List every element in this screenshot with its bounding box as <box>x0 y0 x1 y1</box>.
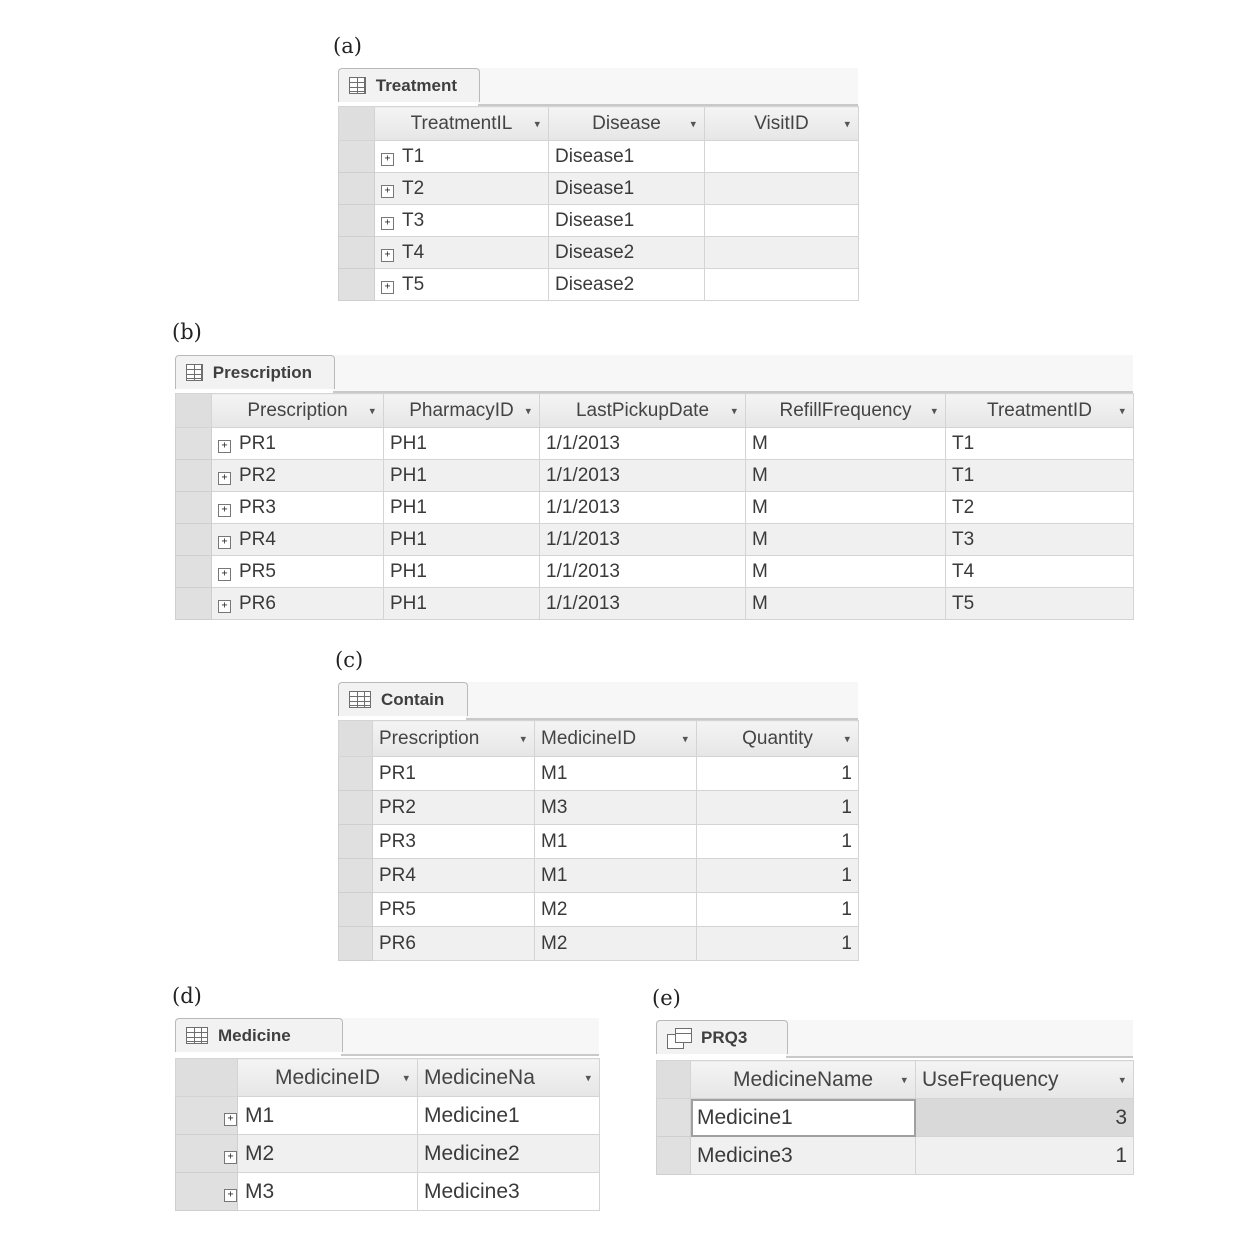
row-selector[interactable] <box>339 269 375 301</box>
column-header-treatmentid[interactable]: TreatmentIL ▾ <box>375 107 549 141</box>
cell-prescription[interactable]: + PR6 <box>212 588 384 620</box>
cell-prescription[interactable]: PR6 <box>373 927 535 961</box>
dropdown-arrow-icon[interactable]: ▾ <box>525 405 531 417</box>
expand-icon[interactable]: + <box>381 249 394 262</box>
cell-lastpickupdate[interactable]: 1/1/2013 <box>540 492 746 524</box>
column-header-medicineid[interactable]: MedicineID ▾ <box>535 721 697 757</box>
cell-treatmentid[interactable]: T2 <box>946 492 1134 524</box>
expand-icon[interactable]: + <box>218 440 231 453</box>
cell-medicineid[interactable]: M2 <box>535 927 697 961</box>
expand-icon[interactable]: + <box>218 568 231 581</box>
table-icon <box>349 691 371 708</box>
cell-quantity[interactable]: 1 <box>697 791 859 825</box>
treatment-datasheet <box>338 106 859 301</box>
prq3-datasheet <box>656 1060 1134 1175</box>
cell-prescription[interactable]: + PR2 <box>212 460 384 492</box>
row-selector[interactable] <box>339 141 375 173</box>
select-all-corner[interactable] <box>176 394 212 428</box>
cell-disease[interactable]: Disease2 <box>549 269 705 301</box>
select-all-corner[interactable] <box>176 1059 238 1097</box>
cell-medicinename[interactable]: Medicine1 <box>418 1097 600 1135</box>
column-header-pharmacyid[interactable]: PharmacyID ▾ <box>384 394 540 428</box>
column-header-medicinename[interactable]: MedicineName ▾ <box>691 1061 916 1099</box>
medicine-panel <box>175 1018 599 1210</box>
cell-prescription[interactable]: PR4 <box>373 859 535 893</box>
table-row[interactable] <box>339 791 859 825</box>
cell-medicineid[interactable]: M1 <box>535 825 697 859</box>
cell-treatmentid[interactable]: + T5 <box>375 269 549 301</box>
tab-prescription[interactable] <box>175 355 335 389</box>
cell-disease[interactable]: Disease1 <box>549 205 705 237</box>
cell-refillfrequency[interactable]: M <box>746 460 946 492</box>
table-row[interactable] <box>176 588 1134 620</box>
cell-refillfrequency[interactable]: M <box>746 492 946 524</box>
tab-strip <box>786 1020 1133 1058</box>
cell-prescription[interactable]: + PR1 <box>212 428 384 460</box>
cell-medicinename[interactable]: Medicine2 <box>418 1135 600 1173</box>
cell-prescription[interactable]: + PR3 <box>212 492 384 524</box>
contain-datasheet <box>338 720 859 961</box>
cell-pharmacyid[interactable]: PH1 <box>384 588 540 620</box>
cell-treatmentid[interactable]: T1 <box>946 460 1134 492</box>
cell-medicineid[interactable]: M3 <box>535 791 697 825</box>
tab-strip <box>341 1018 599 1056</box>
figure-label-b: (b) <box>172 320 202 344</box>
cell-lastpickupdate[interactable]: 1/1/2013 <box>540 460 746 492</box>
prq3-panel <box>656 1020 1133 1174</box>
cell-medicinename[interactable]: Medicine3 <box>418 1173 600 1211</box>
cell-quantity[interactable]: 1 <box>697 927 859 961</box>
row-selector[interactable] <box>339 927 373 961</box>
column-header-treatmentid[interactable]: TreatmentID ▾ <box>946 394 1134 428</box>
cell-pharmacyid[interactable]: PH1 <box>384 524 540 556</box>
table-icon <box>186 364 203 381</box>
table-row[interactable] <box>339 893 859 927</box>
column-header-lastpickupdate[interactable]: LastPickupDate ▾ <box>540 394 746 428</box>
select-all-corner[interactable] <box>339 107 375 141</box>
tab-contain[interactable] <box>338 682 468 716</box>
table-icon <box>186 1027 208 1044</box>
row-selector[interactable] <box>339 173 375 205</box>
expand-icon[interactable]: + <box>381 153 394 166</box>
column-header-usefrequency[interactable]: UseFrequency ▾ <box>916 1061 1134 1099</box>
row-selector[interactable] <box>657 1099 691 1137</box>
cell-prescription[interactable]: PR3 <box>373 825 535 859</box>
row-selector[interactable] <box>339 205 375 237</box>
medicine-datasheet <box>175 1058 600 1211</box>
cell-treatmentid[interactable]: T4 <box>946 556 1134 588</box>
tab-strip <box>466 682 858 720</box>
tab-label: Contain <box>381 689 445 709</box>
dropdown-arrow-icon[interactable]: ▾ <box>690 118 696 130</box>
row-selector[interactable] <box>339 825 373 859</box>
dropdown-arrow-icon[interactable]: ▾ <box>585 1072 591 1084</box>
select-all-corner[interactable] <box>339 721 373 757</box>
table-row[interactable] <box>176 1173 600 1211</box>
dropdown-arrow-icon[interactable]: ▾ <box>844 118 850 130</box>
cell-visitid[interactable] <box>705 141 859 173</box>
dropdown-arrow-icon[interactable]: ▾ <box>901 1074 907 1086</box>
cell-medicineid[interactable]: + M2 <box>238 1135 418 1173</box>
cell-treatmentid[interactable]: + T3 <box>375 205 549 237</box>
dropdown-arrow-icon[interactable]: ▾ <box>403 1072 409 1084</box>
cell-pharmacyid[interactable]: PH1 <box>384 492 540 524</box>
table-row[interactable] <box>339 205 859 237</box>
cell-treatmentid[interactable]: + T2 <box>375 173 549 205</box>
row-selector[interactable] <box>339 757 373 791</box>
cell-treatmentid[interactable]: T1 <box>946 428 1134 460</box>
dropdown-arrow-icon[interactable]: ▾ <box>931 405 937 417</box>
figure-label-a: (a) <box>333 34 362 58</box>
expand-icon[interactable]: + <box>218 504 231 517</box>
cell-medicineid[interactable]: M1 <box>535 757 697 791</box>
dropdown-arrow-icon[interactable]: ▾ <box>1119 405 1125 417</box>
cell-medicinename[interactable]: Medicine1 <box>691 1099 916 1137</box>
column-header-prescription[interactable]: Prescription ▾ <box>373 721 535 757</box>
table-row[interactable] <box>339 141 859 173</box>
table-row[interactable] <box>339 859 859 893</box>
dropdown-arrow-icon[interactable]: ▾ <box>369 405 375 417</box>
cell-treatmentid[interactable]: T3 <box>946 524 1134 556</box>
table-row[interactable] <box>339 269 859 301</box>
cell-refillfrequency[interactable]: M <box>746 556 946 588</box>
cell-quantity[interactable]: 1 <box>697 825 859 859</box>
column-header-quantity[interactable]: Quantity ▾ <box>697 721 859 757</box>
cell-pharmacyid[interactable]: PH1 <box>384 556 540 588</box>
table-row[interactable] <box>339 173 859 205</box>
cell-prescription[interactable]: PR5 <box>373 893 535 927</box>
cell-quantity[interactable]: 1 <box>697 859 859 893</box>
table-row[interactable] <box>657 1137 1134 1175</box>
column-header-disease[interactable]: Disease ▾ <box>549 107 705 141</box>
select-all-corner[interactable] <box>657 1061 691 1099</box>
cell-prescription[interactable]: + PR4 <box>212 524 384 556</box>
prescription-datasheet <box>175 393 1134 620</box>
tab-label: PRQ3 <box>701 1027 748 1047</box>
cell-lastpickupdate[interactable]: 1/1/2013 <box>540 556 746 588</box>
cell-quantity[interactable]: 1 <box>697 893 859 927</box>
cell-disease[interactable]: Disease1 <box>549 141 705 173</box>
table-row[interactable] <box>176 460 1134 492</box>
cell-lastpickupdate[interactable]: 1/1/2013 <box>540 428 746 460</box>
expand-icon[interactable]: + <box>224 1113 237 1126</box>
dropdown-arrow-icon[interactable]: ▾ <box>844 733 850 745</box>
prescription-panel <box>175 355 1133 623</box>
cell-treatmentid[interactable]: + T1 <box>375 141 549 173</box>
figure-label-e: (e) <box>652 986 681 1010</box>
table-row[interactable] <box>339 825 859 859</box>
dropdown-arrow-icon[interactable]: ▾ <box>731 405 737 417</box>
row-selector[interactable] <box>176 460 212 492</box>
expand-icon[interactable]: + <box>224 1151 237 1164</box>
row-selector[interactable] <box>339 791 373 825</box>
row-selector[interactable] <box>176 556 212 588</box>
cell-prescription[interactable]: + PR5 <box>212 556 384 588</box>
cell-visitid[interactable] <box>705 173 859 205</box>
dropdown-arrow-icon[interactable]: ▾ <box>682 733 688 745</box>
cell-refillfrequency[interactable]: M <box>746 588 946 620</box>
dropdown-arrow-icon[interactable]: ▾ <box>534 118 540 130</box>
dropdown-arrow-icon[interactable]: ▾ <box>1119 1074 1125 1086</box>
table-row[interactable] <box>339 927 859 961</box>
tab-treatment[interactable] <box>338 68 480 102</box>
cell-medicineid[interactable]: + M1 <box>238 1097 418 1135</box>
cell-treatmentid[interactable]: T5 <box>946 588 1134 620</box>
table-row[interactable] <box>176 524 1134 556</box>
column-header-medicinename[interactable]: MedicineNa ▾ <box>418 1059 600 1097</box>
contain-panel <box>338 682 858 960</box>
row-selector[interactable] <box>339 237 375 269</box>
expand-icon[interactable]: + <box>224 1189 237 1202</box>
cell-visitid[interactable] <box>705 205 859 237</box>
cell-disease[interactable]: Disease2 <box>549 237 705 269</box>
row-selector[interactable] <box>657 1137 691 1175</box>
cell-usefrequency[interactable]: 3 <box>916 1099 1134 1137</box>
column-header-visitid[interactable]: VisitID ▾ <box>705 107 859 141</box>
cell-medicinename[interactable]: Medicine3 <box>691 1137 916 1175</box>
cell-pharmacyid[interactable]: PH1 <box>384 460 540 492</box>
expand-icon[interactable]: + <box>218 472 231 485</box>
table-row[interactable] <box>339 757 859 791</box>
column-header-prescription[interactable]: Prescription ▾ <box>212 394 384 428</box>
tab-prq3[interactable] <box>656 1020 788 1054</box>
expand-icon[interactable]: + <box>381 185 394 198</box>
cell-lastpickupdate[interactable]: 1/1/2013 <box>540 524 746 556</box>
cell-refillfrequency[interactable]: M <box>746 428 946 460</box>
expand-icon[interactable]: + <box>218 600 231 613</box>
cell-prescription[interactable]: PR2 <box>373 791 535 825</box>
column-header-medicineid[interactable]: MedicineID ▾ <box>238 1059 418 1097</box>
row-selector[interactable] <box>176 588 212 620</box>
table-row[interactable] <box>176 1135 600 1173</box>
table-row[interactable] <box>176 428 1134 460</box>
row-selector[interactable] <box>176 492 212 524</box>
cell-quantity[interactable]: 1 <box>697 757 859 791</box>
expand-icon[interactable]: + <box>381 281 394 294</box>
cell-disease[interactable]: Disease1 <box>549 173 705 205</box>
cell-medicineid[interactable]: M2 <box>535 893 697 927</box>
cell-medicineid[interactable]: M1 <box>535 859 697 893</box>
cell-treatmentid[interactable]: + T4 <box>375 237 549 269</box>
figure-label-d: (d) <box>172 984 202 1008</box>
row-selector[interactable] <box>339 893 373 927</box>
table-row[interactable] <box>339 237 859 269</box>
table-row[interactable] <box>657 1099 1134 1137</box>
expand-icon[interactable]: + <box>381 217 394 230</box>
cell-prescription[interactable]: PR1 <box>373 757 535 791</box>
cell-pharmacyid[interactable]: PH1 <box>384 428 540 460</box>
tab-label: Treatment <box>375 75 457 95</box>
row-selector[interactable] <box>176 428 212 460</box>
table-icon <box>349 77 366 94</box>
treatment-panel <box>338 68 858 302</box>
tab-medicine[interactable] <box>175 1018 343 1052</box>
tab-label: Prescription <box>212 362 312 382</box>
column-header-refillfrequency[interactable]: RefillFrequency ▾ <box>746 394 946 428</box>
dropdown-arrow-icon[interactable]: ▾ <box>520 733 526 745</box>
tab-strip <box>333 355 1133 393</box>
tab-label: Medicine <box>218 1025 291 1045</box>
row-selector[interactable] <box>176 524 212 556</box>
cell-visitid[interactable] <box>705 269 859 301</box>
cell-visitid[interactable] <box>705 237 859 269</box>
expand-icon[interactable]: + <box>218 536 231 549</box>
tab-strip <box>478 68 858 106</box>
table-row[interactable] <box>176 1097 600 1135</box>
table-row[interactable] <box>176 492 1134 524</box>
row-selector[interactable] <box>339 859 373 893</box>
cell-medicineid[interactable]: + M3 <box>238 1173 418 1211</box>
table-row[interactable] <box>176 556 1134 588</box>
cell-usefrequency[interactable]: 1 <box>916 1137 1134 1175</box>
figure-label-c: (c) <box>335 648 364 672</box>
query-icon <box>667 1028 691 1048</box>
cell-lastpickupdate[interactable]: 1/1/2013 <box>540 588 746 620</box>
cell-refillfrequency[interactable]: M <box>746 524 946 556</box>
